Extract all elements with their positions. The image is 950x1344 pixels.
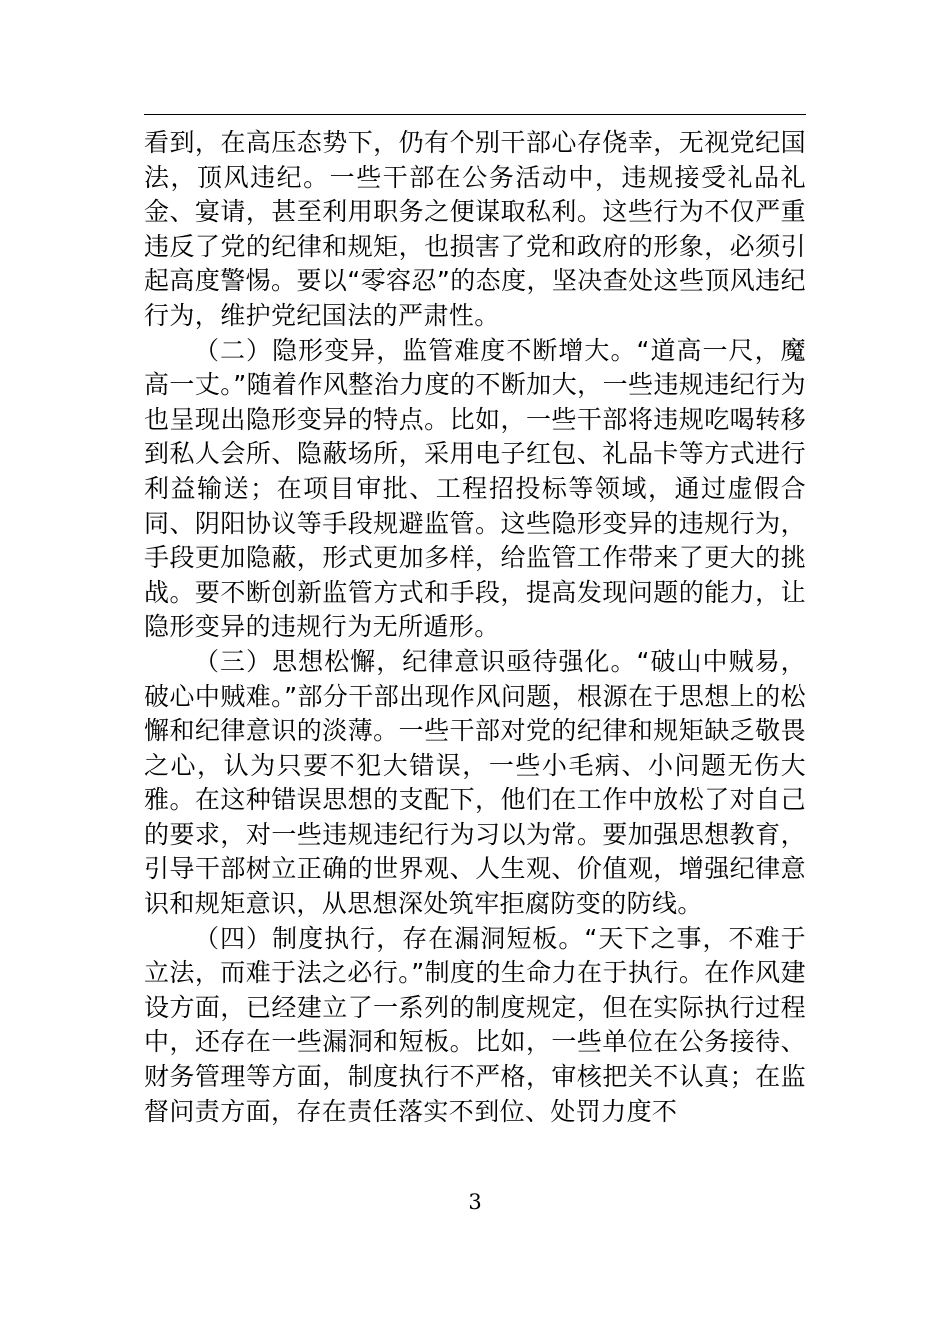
paragraph-section-three: （三）思想松懈，纪律意识亟待强化。“破山中贼易，破心中贼难。”部分干部出现作风问题，根源在于思想上的松懈和纪律意识的淡薄。一些干部对党的纪律和规矩缺乏敬畏之心，认为只要不犯大错误，一些小毛病、小问题无伤大雅。在这种错误思想的支配下，他们在工作中放松了对自己的要求，对一些违规违纪行为习以为常。要加强思想教育，引导干部树立正确的世界观、人生观、价值观，增强纪律意识和规矩意识，从思想深处筑牢拒腐防变的防线。 [144,646,806,919]
paragraph-section-four: （四）制度执行，存在漏洞短板。“天下之事，不难于立法，而难于法之必行。”制度的生命力在于执行。在作风建设方面，已经建立了一系列的制度规定，但在实际执行过程中，还存在一些漏洞和短板。比如，一些单位在公务接待、财务管理等方面，制度执行不严格，审核把关不认真；在监督问责方面，存在责任落实不到位、处罚力度不 [144,923,806,1126]
document-body [144,126,806,1129]
paragraph-continued: 看到，在高压态势下，仍有个别干部心存侥幸，无视党纪国法，顶风违纪。一些干部在公务活动中，违规接受礼品礼金、宴请，甚至利用职务之便谋取私利。这些行为不仅严重违反了党的纪律和规矩，也损害了党和政府的形象，必须引起高度警惕。要以“零容忍”的态度，坚决查处这些顶风违纪行为，维护党纪国法的严肃性。 [144,128,806,330]
header-rule [144,114,806,115]
page-number: 3 [468,1190,482,1214]
paragraph-section-two: （二）隐形变异，监管难度不断增大。“道高一尺，魔高一丈。”随着作风整治力度的不断加大，一些违规违纪行为也呈现出隐形变异的特点。比如，一些干部将违规吃喝转移到私人会所、隐蔽场所，采用电子红包、礼品卡等方式进行利益输送；在项目审批、工程招投标等领域，通过虚假合同、阴阳协议等手段规避监管。这些隐形变异的违规行为，手段更加隐蔽，形式更加多样，给监管工作带来了更大的挑战。要不断创新监管方式和手段，提高发现问题的能力，让隐形变异的违规行为无所遁形。 [144,335,806,642]
